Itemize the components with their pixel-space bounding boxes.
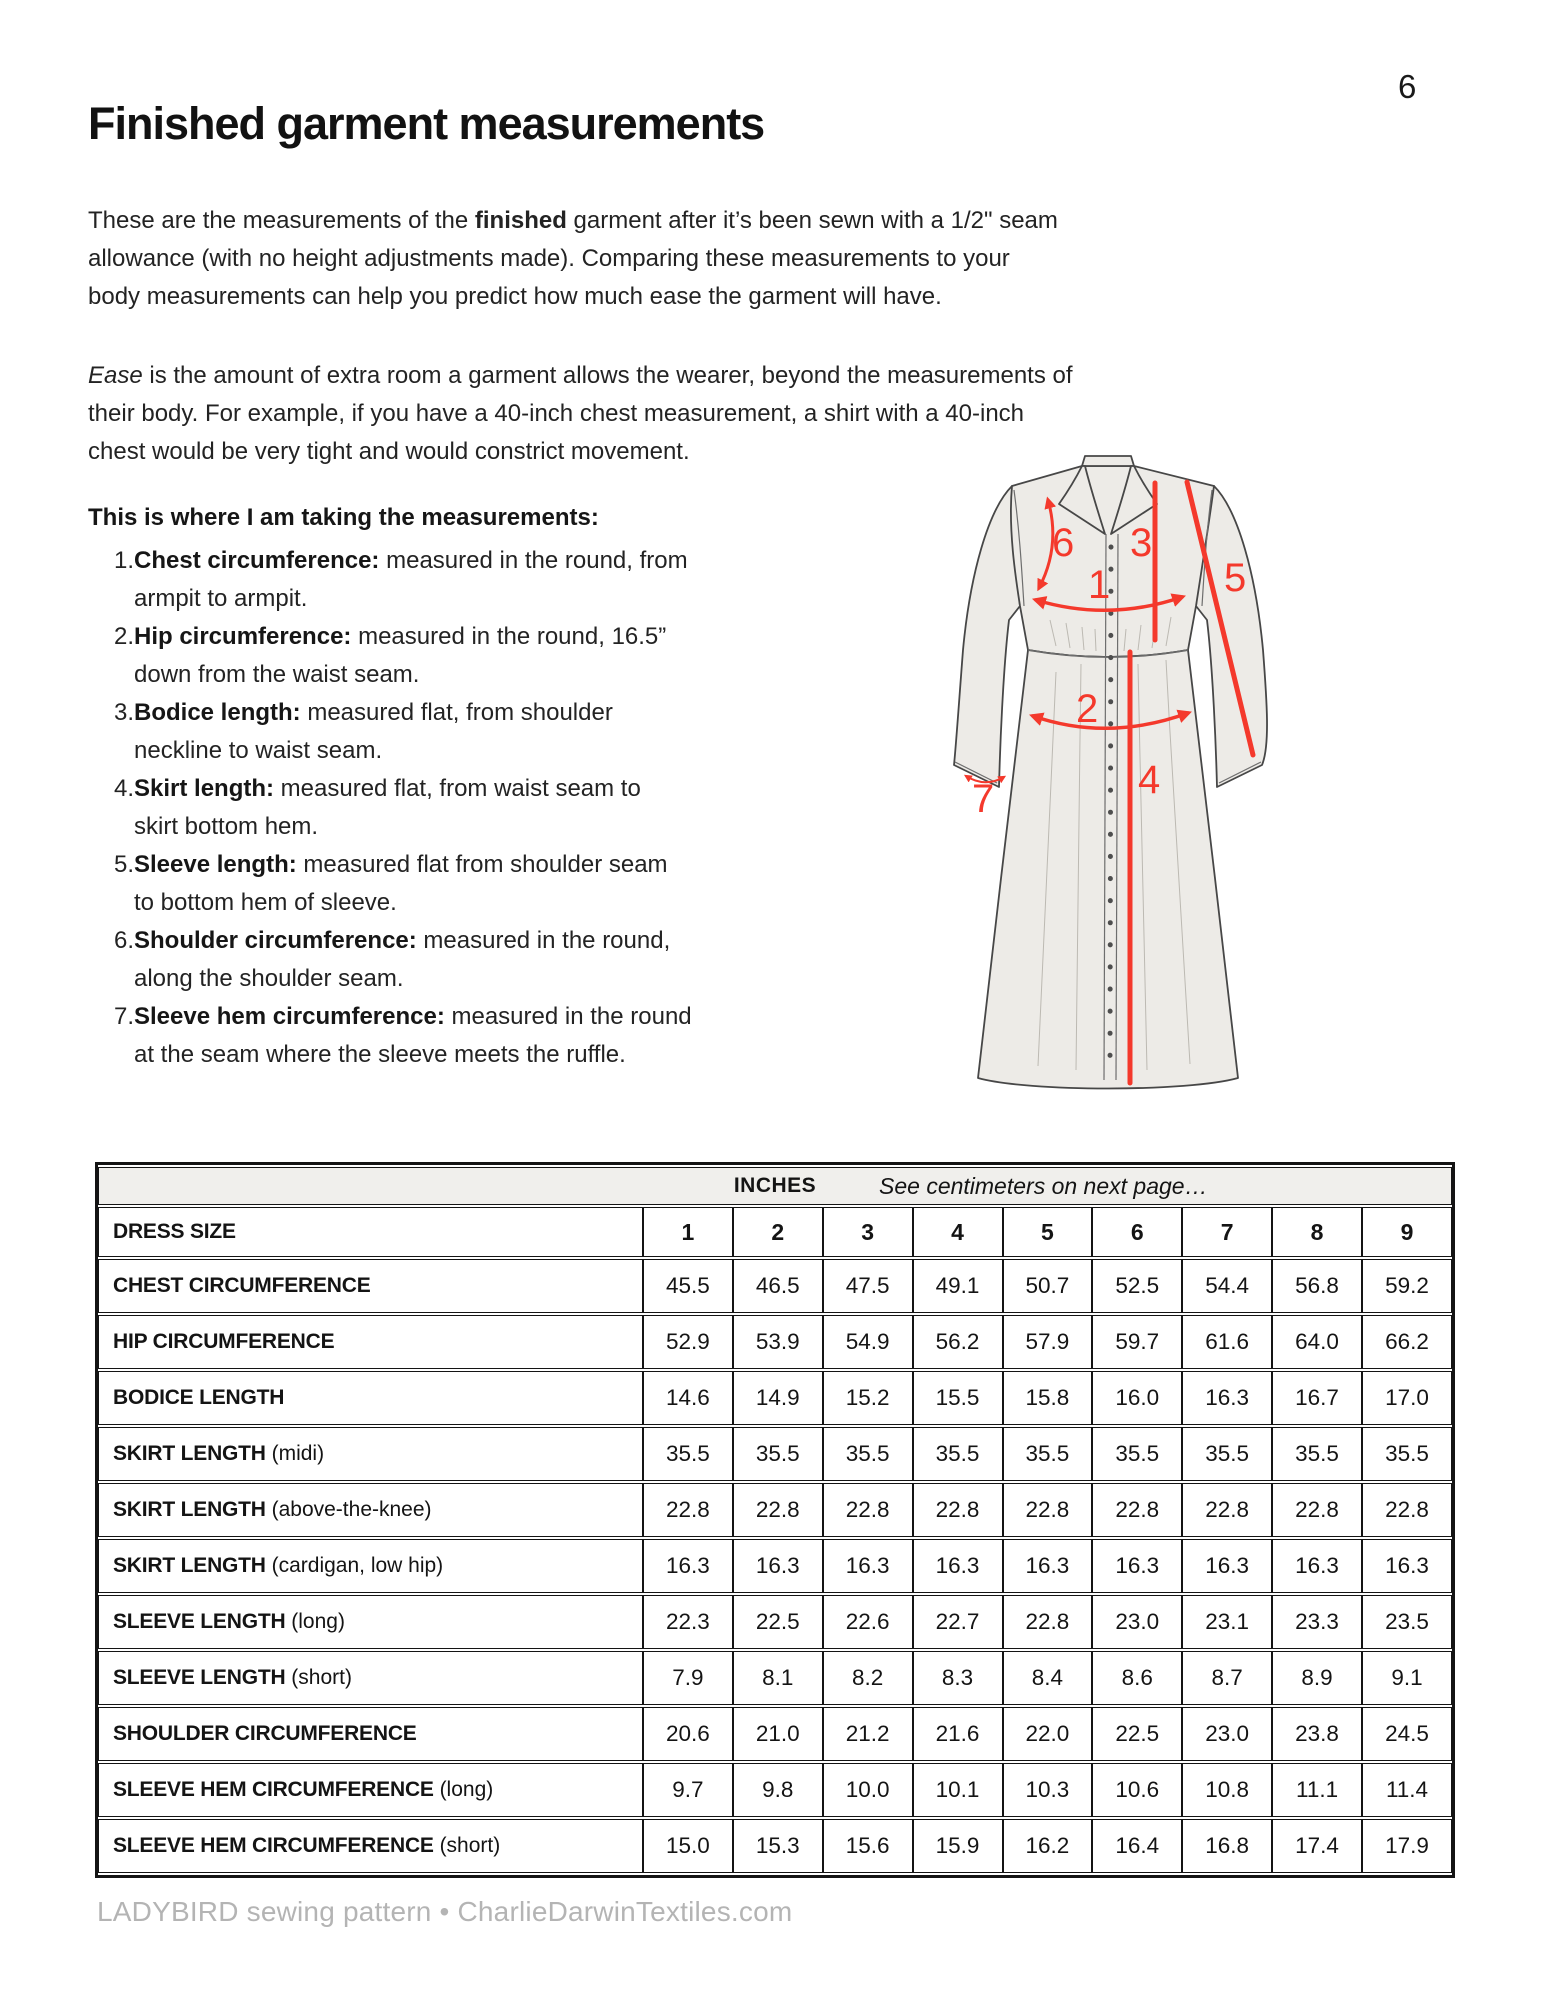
list-item-line1 bbox=[134, 770, 692, 808]
value-cell: 8.6 bbox=[1092, 1651, 1182, 1705]
row-label: SKIRT LENGTH bbox=[113, 1498, 266, 1521]
value-cell: 16.3 bbox=[823, 1539, 913, 1593]
list-item-term: Chest circumference: bbox=[134, 547, 380, 574]
row-label: SKIRT LENGTH bbox=[113, 1554, 266, 1577]
value-cell: 35.5 bbox=[913, 1427, 1003, 1481]
unit-note: See centimeters on next page… bbox=[879, 1173, 1208, 1199]
row-label-cell bbox=[98, 1427, 643, 1481]
value-cell: 17.9 bbox=[1362, 1819, 1452, 1873]
table-row bbox=[98, 1595, 1452, 1649]
list-item-term: Bodice length: bbox=[134, 699, 301, 726]
list-item-line2: at the seam where the sleeve meets the ruffle. bbox=[134, 1041, 626, 1068]
value-cell: 9.8 bbox=[733, 1763, 823, 1817]
list-item-term: Skirt length: bbox=[134, 775, 275, 802]
row-label-cell bbox=[98, 1371, 643, 1425]
table-row bbox=[98, 1315, 1452, 1369]
value-cell: 21.6 bbox=[913, 1707, 1003, 1761]
value-cell: 23.8 bbox=[1272, 1707, 1362, 1761]
value-cell: 16.8 bbox=[1182, 1819, 1272, 1873]
dress-illustration bbox=[938, 450, 1278, 1100]
row-label-suffix: (midi) bbox=[265, 1442, 325, 1465]
annotation-sleeve-hem: 7 bbox=[972, 777, 995, 821]
measurements-table bbox=[95, 1162, 1455, 1878]
annotation-hip: 2 bbox=[1076, 687, 1099, 731]
row-label: SLEEVE HEM CIRCUMFERENCE bbox=[113, 1834, 434, 1857]
size-cell: 5 bbox=[1003, 1207, 1093, 1257]
size-cell: 9 bbox=[1362, 1207, 1452, 1257]
row-label-cell bbox=[98, 1707, 643, 1761]
value-cell: 16.3 bbox=[1003, 1539, 1093, 1593]
table-body bbox=[98, 1167, 1452, 1873]
list-item-number: 2. bbox=[113, 623, 134, 650]
value-cell: 35.5 bbox=[1182, 1427, 1272, 1481]
value-cell: 22.8 bbox=[913, 1483, 1003, 1537]
row-label: BODICE LENGTH bbox=[113, 1386, 285, 1409]
value-cell: 15.0 bbox=[643, 1819, 733, 1873]
value-cell: 23.1 bbox=[1182, 1595, 1272, 1649]
row-label-suffix: (long) bbox=[285, 1610, 345, 1633]
value-cell: 16.0 bbox=[1092, 1371, 1182, 1425]
left-sleeve bbox=[954, 486, 1020, 787]
value-cell: 9.1 bbox=[1362, 1651, 1452, 1705]
size-label-cell: DRESS SIZE bbox=[98, 1207, 643, 1257]
measurements-heading: This is where I am taking the measurements: bbox=[88, 504, 599, 531]
value-cell: 47.5 bbox=[823, 1259, 913, 1313]
row-label-cell bbox=[98, 1819, 643, 1873]
annotation-chest: 1 bbox=[1088, 563, 1111, 607]
paragraph-line: allowance (with no height adjustments made). Comparing these measurements to your bbox=[88, 245, 1010, 272]
page-number: 6 bbox=[1398, 68, 1417, 105]
list-item-line2: armpit to armpit. bbox=[134, 585, 308, 612]
value-cell: 21.0 bbox=[733, 1707, 823, 1761]
value-cell: 8.2 bbox=[823, 1651, 913, 1705]
list-item-line1 bbox=[134, 694, 692, 732]
annotation-shoulder: 6 bbox=[1052, 521, 1075, 565]
list-item-term: Sleeve length: bbox=[134, 851, 297, 878]
value-cell: 53.9 bbox=[733, 1315, 823, 1369]
row-label: HIP CIRCUMFERENCE bbox=[113, 1330, 335, 1353]
intro-paragraph-1 bbox=[88, 202, 1058, 316]
paragraph-line: chest would be very tight and would constrict movement. bbox=[88, 438, 690, 465]
value-cell: 22.3 bbox=[643, 1595, 733, 1649]
unit-header-row bbox=[98, 1167, 1452, 1205]
value-cell: 16.3 bbox=[1272, 1539, 1362, 1593]
size-cell: 4 bbox=[913, 1207, 1003, 1257]
value-cell: 8.4 bbox=[1003, 1651, 1093, 1705]
value-cell: 45.5 bbox=[643, 1259, 733, 1313]
list-item bbox=[113, 770, 692, 846]
value-cell: 23.0 bbox=[1182, 1707, 1272, 1761]
value-cell: 50.7 bbox=[1003, 1259, 1093, 1313]
value-cell: 8.3 bbox=[913, 1651, 1003, 1705]
row-label: SLEEVE LENGTH bbox=[113, 1610, 286, 1633]
collar-band bbox=[1082, 456, 1134, 466]
value-cell: 16.3 bbox=[1182, 1539, 1272, 1593]
row-label-cell bbox=[98, 1651, 643, 1705]
list-item-number: 1. bbox=[113, 547, 134, 574]
row-label: SKIRT LENGTH bbox=[113, 1442, 266, 1465]
row-label-suffix: (above-the-knee) bbox=[265, 1498, 432, 1521]
value-cell: 59.2 bbox=[1362, 1259, 1452, 1313]
list-item bbox=[113, 694, 692, 770]
value-cell: 22.5 bbox=[1092, 1707, 1182, 1761]
list-item-desc: measured flat from shoulder seam bbox=[296, 851, 668, 878]
value-cell: 22.8 bbox=[1003, 1483, 1093, 1537]
value-cell: 17.0 bbox=[1362, 1371, 1452, 1425]
value-cell: 59.7 bbox=[1092, 1315, 1182, 1369]
table-row bbox=[98, 1651, 1452, 1705]
value-cell: 56.2 bbox=[913, 1315, 1003, 1369]
size-row bbox=[98, 1207, 1452, 1257]
list-item bbox=[113, 998, 692, 1074]
row-label-cell bbox=[98, 1315, 643, 1369]
value-cell: 10.1 bbox=[913, 1763, 1003, 1817]
paragraph-line: body measurements can help you predict how much ease the garment will have. bbox=[88, 283, 942, 310]
list-item bbox=[113, 922, 692, 998]
value-cell: 8.9 bbox=[1272, 1651, 1362, 1705]
value-cell: 22.8 bbox=[823, 1483, 913, 1537]
list-item-term: Shoulder circumference: bbox=[134, 927, 417, 954]
value-cell: 8.1 bbox=[733, 1651, 823, 1705]
list-item-number: 4. bbox=[113, 775, 134, 802]
value-cell: 23.5 bbox=[1362, 1595, 1452, 1649]
value-cell: 7.9 bbox=[643, 1651, 733, 1705]
value-cell: 22.8 bbox=[1003, 1595, 1093, 1649]
measurements-list bbox=[113, 542, 692, 1074]
row-label-suffix: (short) bbox=[285, 1666, 352, 1689]
row-label-suffix: (short) bbox=[433, 1834, 501, 1857]
table-row bbox=[98, 1259, 1452, 1313]
list-item-desc: measured in the round bbox=[444, 1003, 692, 1030]
value-cell: 23.3 bbox=[1272, 1595, 1362, 1649]
value-cell: 16.3 bbox=[1092, 1539, 1182, 1593]
list-item-desc: measured flat, from waist seam to bbox=[274, 775, 641, 802]
row-label: SLEEVE LENGTH bbox=[113, 1666, 286, 1689]
list-item-term: Hip circumference: bbox=[134, 623, 352, 650]
value-cell: 66.2 bbox=[1362, 1315, 1452, 1369]
value-cell: 35.5 bbox=[733, 1427, 823, 1481]
size-cell: 3 bbox=[823, 1207, 913, 1257]
list-item-line1 bbox=[134, 922, 692, 960]
list-item bbox=[113, 846, 692, 922]
size-cell: 1 bbox=[643, 1207, 733, 1257]
size-cell: 8 bbox=[1272, 1207, 1362, 1257]
paragraph-line: Ease is the amount of extra room a garment allows the wearer, beyond the measurements of bbox=[88, 362, 1073, 389]
paragraph-line: These are the measurements of the finished garment after it’s been sewn with a 1/2" seam bbox=[88, 207, 1058, 234]
table-row bbox=[98, 1763, 1452, 1817]
paragraph-line: their body. For example, if you have a 40-inch chest measurement, a shirt with a 40-inch bbox=[88, 400, 1025, 427]
list-item-line1 bbox=[134, 846, 692, 884]
table-row bbox=[98, 1371, 1452, 1425]
value-cell: 35.5 bbox=[1362, 1427, 1452, 1481]
value-cell: 15.3 bbox=[733, 1819, 823, 1873]
table-row bbox=[98, 1539, 1452, 1593]
list-item-line2: skirt bottom hem. bbox=[134, 813, 319, 840]
row-label-cell bbox=[98, 1483, 643, 1537]
unit-label: INCHES bbox=[733, 1174, 817, 1197]
value-cell: 24.5 bbox=[1362, 1707, 1452, 1761]
value-cell: 61.6 bbox=[1182, 1315, 1272, 1369]
value-cell: 15.2 bbox=[823, 1371, 913, 1425]
value-cell: 15.5 bbox=[913, 1371, 1003, 1425]
list-item-line2: along the shoulder seam. bbox=[134, 965, 404, 992]
size-cell: 7 bbox=[1182, 1207, 1272, 1257]
value-cell: 22.8 bbox=[643, 1483, 733, 1537]
value-cell: 16.3 bbox=[733, 1539, 823, 1593]
table-row bbox=[98, 1483, 1452, 1537]
value-cell: 35.5 bbox=[643, 1427, 733, 1481]
value-cell: 16.7 bbox=[1272, 1371, 1362, 1425]
value-cell: 57.9 bbox=[1003, 1315, 1093, 1369]
value-cell: 15.8 bbox=[1003, 1371, 1093, 1425]
value-cell: 16.4 bbox=[1092, 1819, 1182, 1873]
value-cell: 22.8 bbox=[1362, 1483, 1452, 1537]
value-cell: 22.8 bbox=[733, 1483, 823, 1537]
value-cell: 35.5 bbox=[1092, 1427, 1182, 1481]
list-item-number: 5. bbox=[113, 851, 134, 878]
list-item-desc: measured in the round, from bbox=[379, 547, 688, 574]
value-cell: 11.4 bbox=[1362, 1763, 1452, 1817]
row-label-suffix: (long) bbox=[433, 1778, 494, 1801]
value-cell: 35.5 bbox=[1003, 1427, 1093, 1481]
annotation-skirt: 4 bbox=[1138, 758, 1161, 802]
value-cell: 56.8 bbox=[1272, 1259, 1362, 1313]
value-cell: 15.6 bbox=[823, 1819, 913, 1873]
value-cell: 22.6 bbox=[823, 1595, 913, 1649]
list-item-term: Sleeve hem circumference: bbox=[134, 1003, 445, 1030]
value-cell: 16.3 bbox=[1182, 1371, 1272, 1425]
value-cell: 22.8 bbox=[1272, 1483, 1362, 1537]
value-cell: 10.6 bbox=[1092, 1763, 1182, 1817]
row-label: CHEST CIRCUMFERENCE bbox=[113, 1274, 371, 1297]
list-item-desc: measured flat, from shoulder bbox=[300, 699, 613, 726]
value-cell: 14.6 bbox=[643, 1371, 733, 1425]
skirt bbox=[978, 650, 1238, 1089]
dress-body bbox=[954, 456, 1267, 1089]
value-cell: 8.7 bbox=[1182, 1651, 1272, 1705]
value-cell: 16.3 bbox=[643, 1539, 733, 1593]
value-cell: 22.7 bbox=[913, 1595, 1003, 1649]
annotation-bodice: 3 bbox=[1130, 521, 1153, 565]
value-cell: 54.9 bbox=[823, 1315, 913, 1369]
list-item-line2: down from the waist seam. bbox=[134, 661, 420, 688]
page-title: Finished garment measurements bbox=[88, 98, 765, 149]
list-item-line1 bbox=[134, 542, 692, 580]
row-label-suffix: (cardigan, low hip) bbox=[265, 1554, 444, 1577]
dress-illustration-wrap bbox=[938, 450, 1278, 1100]
list-item-number: 7. bbox=[113, 1003, 134, 1030]
unit-header-cell bbox=[98, 1167, 1452, 1205]
value-cell: 22.8 bbox=[1092, 1483, 1182, 1537]
row-label-cell bbox=[98, 1539, 643, 1593]
row-label-cell bbox=[98, 1259, 643, 1313]
value-cell: 52.5 bbox=[1092, 1259, 1182, 1313]
row-label: SLEEVE HEM CIRCUMFERENCE bbox=[113, 1778, 434, 1801]
value-cell: 35.5 bbox=[823, 1427, 913, 1481]
table-row bbox=[98, 1427, 1452, 1481]
value-cell: 10.0 bbox=[823, 1763, 913, 1817]
value-cell: 23.0 bbox=[1092, 1595, 1182, 1649]
value-cell: 22.0 bbox=[1003, 1707, 1093, 1761]
row-label: SHOULDER CIRCUMFERENCE bbox=[113, 1722, 417, 1745]
list-item-line1 bbox=[134, 618, 692, 656]
table-row bbox=[98, 1819, 1452, 1873]
list-item-line2: to bottom hem of sleeve. bbox=[134, 889, 397, 916]
footer-credit: LADYBIRD sewing pattern • CharlieDarwinTextiles.com bbox=[97, 1896, 793, 1927]
value-cell: 17.4 bbox=[1272, 1819, 1362, 1873]
value-cell: 21.2 bbox=[823, 1707, 913, 1761]
value-cell: 46.5 bbox=[733, 1259, 823, 1313]
value-cell: 9.7 bbox=[643, 1763, 733, 1817]
row-label-cell bbox=[98, 1595, 643, 1649]
value-cell: 20.6 bbox=[643, 1707, 733, 1761]
value-cell: 35.5 bbox=[1272, 1427, 1362, 1481]
value-cell: 16.2 bbox=[1003, 1819, 1093, 1873]
value-cell: 22.5 bbox=[733, 1595, 823, 1649]
list-item-number: 3. bbox=[113, 699, 134, 726]
list-item-line1 bbox=[134, 998, 692, 1036]
value-cell: 64.0 bbox=[1272, 1315, 1362, 1369]
size-cell: 6 bbox=[1092, 1207, 1182, 1257]
table-row bbox=[98, 1707, 1452, 1761]
value-cell: 14.9 bbox=[733, 1371, 823, 1425]
value-cell: 11.1 bbox=[1272, 1763, 1362, 1817]
value-cell: 16.3 bbox=[1362, 1539, 1452, 1593]
annotation-sleeve: 5 bbox=[1224, 556, 1247, 600]
value-cell: 15.9 bbox=[913, 1819, 1003, 1873]
row-label-cell bbox=[98, 1763, 643, 1817]
value-cell: 10.8 bbox=[1182, 1763, 1272, 1817]
size-cell: 2 bbox=[733, 1207, 823, 1257]
list-item bbox=[113, 542, 692, 618]
value-cell: 49.1 bbox=[913, 1259, 1003, 1313]
value-cell: 10.3 bbox=[1003, 1763, 1093, 1817]
list-item-line2: neckline to waist seam. bbox=[134, 737, 383, 764]
value-cell: 52.9 bbox=[643, 1315, 733, 1369]
value-cell: 16.3 bbox=[913, 1539, 1003, 1593]
value-cell: 54.4 bbox=[1182, 1259, 1272, 1313]
intro-paragraph-2 bbox=[88, 357, 1073, 471]
list-item-number: 6. bbox=[113, 927, 134, 954]
list-item-desc: measured in the round, 16.5” bbox=[351, 623, 667, 650]
bodice bbox=[1011, 466, 1214, 657]
value-cell: 22.8 bbox=[1182, 1483, 1272, 1537]
list-item bbox=[113, 618, 692, 694]
list-item-desc: measured in the round, bbox=[416, 927, 671, 954]
